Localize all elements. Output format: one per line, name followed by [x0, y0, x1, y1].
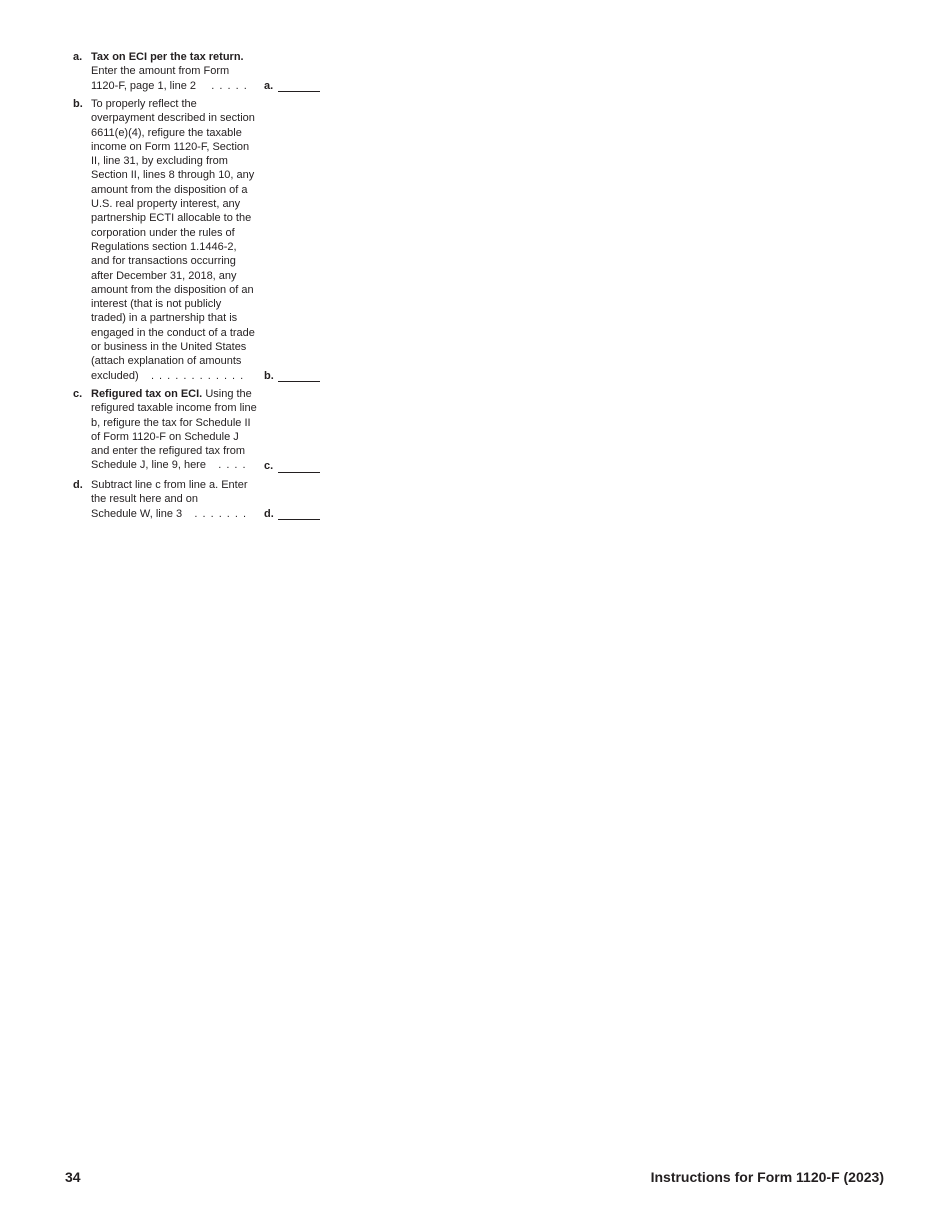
item-line: overpayment described in section: [91, 112, 255, 125]
item-text: [91, 387, 261, 473]
item-line: Schedule J, line 9, here: [91, 459, 206, 472]
item-line: and enter the refigured tax from: [91, 445, 246, 458]
entry-line-c[interactable]: [278, 472, 320, 473]
item-line: 6611(e)(4), refigure the taxable: [91, 126, 242, 139]
item-line: after December 31, 2018, any: [91, 269, 237, 282]
item-text: [91, 50, 261, 93]
item-line: II, line 31, by excluding from: [91, 155, 228, 168]
item-line: traded) in a partnership that is: [91, 312, 238, 325]
item-line: partnership ECTI allocable to the: [91, 212, 252, 225]
item-bold-lead: Tax on ECI per the tax return.: [91, 51, 244, 63]
line-ref-label: a.: [264, 79, 274, 92]
footer-title: Instructions for Form 1120-F (2023): [650, 1169, 884, 1185]
item-line: corporation under the rules of: [91, 226, 235, 239]
item-line: To properly reflect the: [91, 98, 197, 110]
entry-line-b[interactable]: [278, 381, 320, 382]
entry-line-a[interactable]: [278, 91, 320, 92]
item-line: amount from the disposition of an: [91, 283, 254, 296]
line-ref-label: c.: [264, 459, 274, 472]
item-bold-lead: Refigured tax on ECI.: [91, 388, 203, 400]
item-line: interest (that is not publicly: [91, 298, 222, 311]
item-letter: c.: [73, 388, 83, 400]
item-line: U.S. real property interest, any: [91, 198, 241, 211]
item-line: or business in the United States: [91, 341, 247, 354]
item-line: and for transactions occurring: [91, 255, 236, 268]
item-text: [91, 97, 261, 383]
entry-line-d[interactable]: [278, 519, 320, 520]
item-line: Subtract line c from line a. Enter: [91, 479, 248, 491]
item-line: Using the: [205, 388, 252, 400]
item-text: [91, 478, 261, 521]
item-line: refigured taxable income from line: [91, 402, 257, 415]
item-letter: b.: [73, 98, 83, 110]
leader-dots: . . . . . . .: [194, 507, 248, 520]
item-line: excluded): [91, 369, 139, 382]
line-ref-label: d.: [264, 507, 274, 520]
item-line: 1120-F, page 1, line 2: [91, 79, 196, 92]
leader-dots: . . . .: [218, 459, 247, 472]
item-line: income on Form 1120-F, Section: [91, 140, 250, 153]
item-line: Regulations section 1.1446-2,: [91, 240, 237, 253]
item-line: amount from the disposition of a: [91, 183, 248, 196]
item-line: of Form 1120-F on Schedule J: [91, 430, 239, 443]
item-line: the result here and on: [91, 493, 199, 506]
line-ref-label: b.: [264, 369, 274, 382]
leader-dots: . . . . . . . . . . . .: [150, 369, 245, 382]
leader-dots: . . . . .: [211, 79, 248, 92]
item-letter: a.: [73, 51, 83, 63]
item-line: engaged in the conduct of a trade: [91, 326, 255, 339]
item-line: b, refigure the tax for Schedule II: [91, 416, 251, 429]
item-line: Schedule W, line 3: [91, 507, 183, 520]
page-number: 34: [65, 1169, 81, 1185]
item-line: (attach explanation of amounts: [91, 355, 242, 368]
item-letter: d.: [73, 479, 83, 491]
item-line: Enter the amount from Form: [91, 65, 230, 78]
item-line: Section II, lines 8 through 10, any: [91, 169, 255, 182]
